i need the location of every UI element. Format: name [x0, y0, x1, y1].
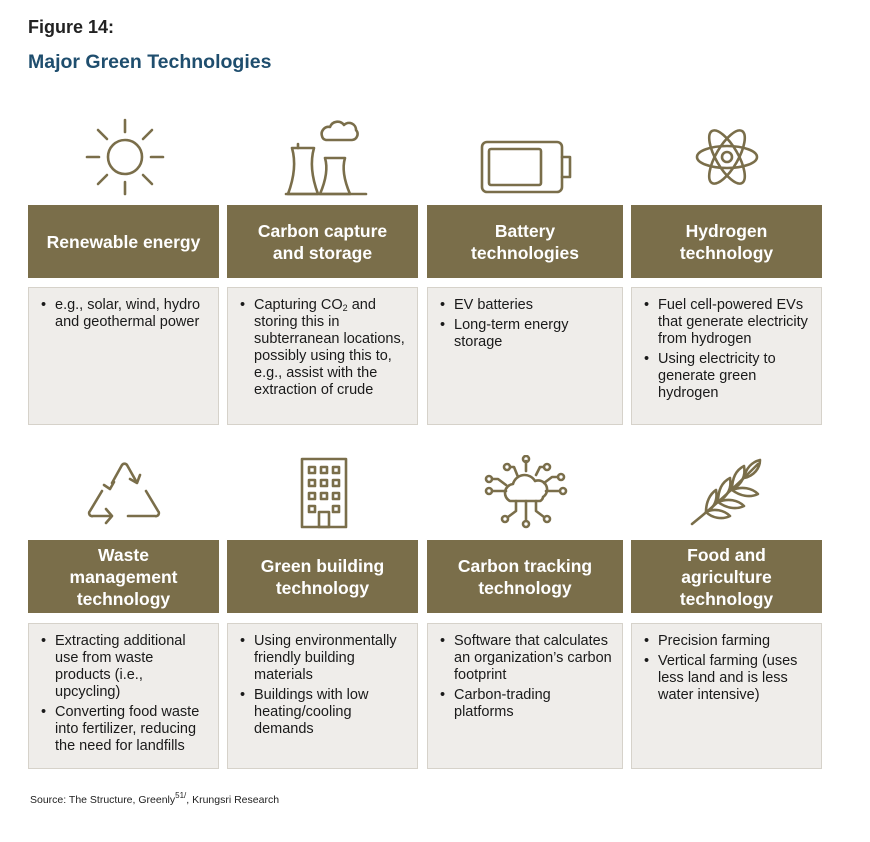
plant-leaf-icon [688, 458, 764, 528]
building-icon [298, 456, 350, 530]
tech-description [631, 623, 822, 769]
atom-icon [694, 124, 760, 190]
tech-title: Carbon tracking technology [427, 540, 623, 613]
bullet-item: • Converting food waste into fertilizer, reducing the need for landfills [37, 704, 210, 755]
tech-description [427, 623, 623, 769]
tech-description [227, 623, 418, 769]
tech-description [28, 623, 219, 769]
recycle-icon [84, 455, 164, 531]
tech-title: Renewable energy [28, 205, 219, 278]
bullet-item: • Capturing $CO_2$ and storing this in subterranean locations, possibly using this to, e.g., assist with the extraction of crude [236, 297, 409, 399]
figure-title: Major Green Technologies [28, 51, 272, 73]
tech-description [631, 287, 822, 425]
bullet-item: • EV batteries [436, 297, 614, 314]
bullet-item: • Using electricity to generate green hydrogen [640, 351, 813, 402]
bullet-item: • Software that calculates an organization’s carbon footprint [436, 633, 614, 684]
figure-label: Figure 14: [28, 17, 115, 37]
bullet-item: • Precision farming [640, 633, 813, 650]
tech-description [427, 287, 623, 425]
tech-title: Food and agriculture technology [631, 540, 822, 613]
tech-title: Green building technology [227, 540, 418, 613]
factory-cooling-tower-icon [284, 118, 368, 196]
tech-title: Carbon capture and storage [227, 205, 418, 278]
tech-title: Waste management technology [28, 540, 219, 613]
bullet-item: • Long-term energy storage [436, 317, 614, 351]
tech-description [28, 287, 219, 425]
bullet-item: • Using environmentally friendly building materials [236, 633, 409, 684]
bullet-item: • Buildings with low heating/cooling demands [236, 687, 409, 738]
tech-title: Hydrogen technology [631, 205, 822, 278]
tech-title: Battery technologies [427, 205, 623, 278]
tech-description [227, 287, 418, 425]
bullet-item: • Carbon-trading platforms [436, 687, 614, 721]
source-note: Source: The Structure, Greenly$^{51/}$, Krungsri Research [30, 791, 280, 806]
bullet-item: • Vertical farming (uses less land and is less water intensive) [640, 653, 813, 704]
bullet-item: • Extracting additional use from waste products (i.e., upcycling) [37, 633, 210, 701]
sun-icon [84, 118, 166, 198]
bullet-item: • Fuel cell-powered EVs that generate electricity from hydrogen [640, 297, 813, 348]
bullet-item: • e.g., solar, wind, hydro and geothermal power [37, 297, 210, 331]
battery-icon [479, 139, 575, 195]
cloud-network-icon [484, 455, 568, 531]
